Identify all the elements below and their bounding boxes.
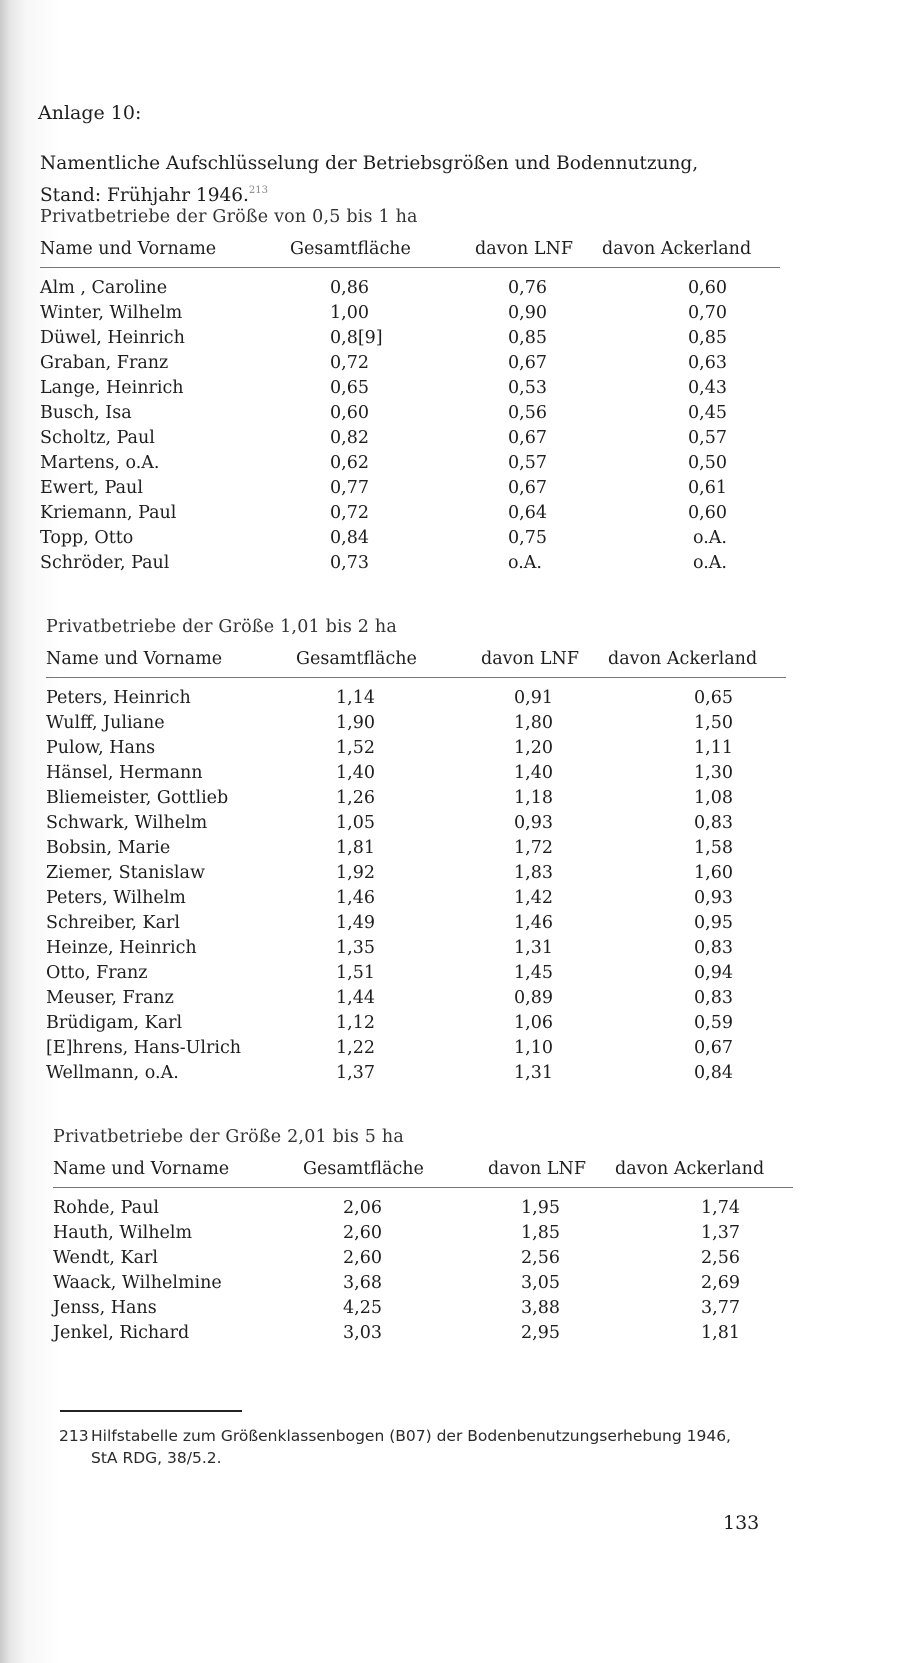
header-rule — [40, 267, 780, 268]
cell-arable: 1,74 — [701, 1198, 740, 1218]
cell-total-area: 0,86 — [330, 278, 369, 298]
cell-arable: 0,70 — [688, 303, 727, 323]
header-name: Name und Vorname — [53, 1159, 230, 1179]
cell-total-area: 0,62 — [330, 453, 369, 473]
cell-name: Graban, Franz — [40, 353, 169, 373]
cell-lnf: 0,91 — [514, 688, 553, 708]
table-header — [40, 227, 780, 267]
cell-total-area: 2,60 — [343, 1223, 382, 1243]
cell-name: Bliemeister, Gottlieb — [46, 788, 229, 808]
appendix-heading: Anlage 10: — [38, 102, 142, 124]
cell-arable: 2,69 — [701, 1273, 740, 1293]
table-row — [40, 351, 780, 376]
cell-name: Rohde, Paul — [53, 1198, 159, 1218]
table-row — [46, 686, 786, 711]
cell-name: Heinze, Heinrich — [46, 938, 197, 958]
table-row — [46, 711, 786, 736]
table-section-2-01-to-5-ha — [53, 1127, 793, 1346]
cell-arable: 0,83 — [694, 938, 733, 958]
footnote-number: 213 — [59, 1427, 89, 1445]
cell-name: Waack, Wilhelmine — [53, 1273, 222, 1293]
cell-total-area: 1,40 — [336, 763, 375, 783]
cell-name: Ziemer, Stanislaw — [46, 863, 205, 883]
cell-name: Bobsin, Marie — [46, 838, 171, 858]
cell-arable: 0,57 — [688, 428, 727, 448]
cell-arable: 0,60 — [688, 503, 727, 523]
table-row — [53, 1296, 793, 1321]
footnote-line-1 — [59, 1425, 731, 1447]
cell-total-area: 1,05 — [336, 813, 375, 833]
section-title: Privatbetriebe der Größe 2,01 bis 5 ha — [53, 1127, 404, 1147]
header-lnf: davon LNF — [475, 239, 573, 259]
cell-name: Winter, Wilhelm — [40, 303, 183, 323]
table-row — [53, 1221, 793, 1246]
cell-total-area: 4,25 — [343, 1298, 382, 1318]
cell-total-area: 1,14 — [336, 688, 375, 708]
table-row — [53, 1246, 793, 1271]
table-row — [46, 836, 786, 861]
cell-total-area: 0,65 — [330, 378, 369, 398]
cell-arable: o.A. — [693, 528, 727, 548]
cell-name: Wulff, Juliane — [46, 713, 165, 733]
cell-lnf: 3,05 — [521, 1273, 560, 1293]
table-row — [40, 526, 780, 551]
cell-total-area: 0,77 — [330, 478, 369, 498]
table-row — [46, 1036, 786, 1061]
cell-total-area: 3,68 — [343, 1273, 382, 1293]
cell-total-area: 0,60 — [330, 403, 369, 423]
cell-name: Schwark, Wilhelm — [46, 813, 208, 833]
header-lnf: davon LNF — [488, 1159, 586, 1179]
cell-arable: 0,50 — [688, 453, 727, 473]
cell-total-area: 1,35 — [336, 938, 375, 958]
cell-name: Ewert, Paul — [40, 478, 143, 498]
table-row — [46, 886, 786, 911]
table-row — [40, 451, 780, 476]
table-row — [40, 326, 780, 351]
cell-name: Peters, Heinrich — [46, 688, 191, 708]
table-row — [46, 1011, 786, 1036]
cell-lnf: 1,06 — [514, 1013, 553, 1033]
cell-arable: 0,85 — [688, 328, 727, 348]
cell-name: Martens, o.A. — [40, 453, 160, 473]
table-header — [53, 1147, 793, 1187]
cell-lnf: 0,89 — [514, 988, 553, 1008]
cell-name: Düwel, Heinrich — [40, 328, 185, 348]
intro-line-2-text: Stand: Frühjahr 1946. — [40, 185, 249, 206]
cell-name: Schreiber, Karl — [46, 913, 180, 933]
cell-total-area: 0,72 — [330, 503, 369, 523]
cell-name: Topp, Otto — [40, 528, 134, 548]
cell-arable: 1,60 — [694, 863, 733, 883]
table-row — [46, 961, 786, 986]
cell-arable: 1,58 — [694, 838, 733, 858]
cell-lnf: 3,88 — [521, 1298, 560, 1318]
table-row — [46, 861, 786, 886]
footnote-reference: 213 — [248, 185, 268, 196]
cell-arable: 1,81 — [701, 1323, 740, 1343]
header-name: Name und Vorname — [40, 239, 217, 259]
header-name: Name und Vorname — [46, 649, 223, 669]
cell-total-area: 2,06 — [343, 1198, 382, 1218]
cell-arable: 0,95 — [694, 913, 733, 933]
cell-lnf: 1,42 — [514, 888, 553, 908]
table-row — [46, 936, 786, 961]
table-row — [53, 1196, 793, 1221]
cell-name: Wendt, Karl — [53, 1248, 159, 1268]
cell-name: Brüdigam, Karl — [46, 1013, 183, 1033]
cell-name: Meuser, Franz — [46, 988, 174, 1008]
intro-line-2 — [40, 177, 740, 209]
table-row — [53, 1271, 793, 1296]
cell-total-area: 1,22 — [336, 1038, 375, 1058]
cell-lnf: 1,40 — [514, 763, 553, 783]
cell-arable: 1,50 — [694, 713, 733, 733]
cell-arable: 0,60 — [688, 278, 727, 298]
cell-arable: 0,94 — [694, 963, 733, 983]
cell-total-area: 2,60 — [343, 1248, 382, 1268]
cell-name: Peters, Wilhelm — [46, 888, 186, 908]
table-row — [46, 1061, 786, 1086]
table-body — [40, 276, 780, 576]
header-total-area: Gesamtfläche — [290, 239, 411, 259]
cell-lnf: 0,90 — [508, 303, 547, 323]
section-title: Privatbetriebe der Größe von 0,5 bis 1 ha — [40, 207, 418, 227]
cell-arable: 0,83 — [694, 988, 733, 1008]
cell-name: Busch, Isa — [40, 403, 132, 423]
cell-total-area: 1,92 — [336, 863, 375, 883]
cell-arable: 0,93 — [694, 888, 733, 908]
table-body — [53, 1196, 793, 1346]
cell-total-area: 0,82 — [330, 428, 369, 448]
cell-lnf: 1,85 — [521, 1223, 560, 1243]
cell-arable: 1,08 — [694, 788, 733, 808]
cell-total-area: 0,8[9] — [330, 328, 383, 348]
cell-total-area: 1,81 — [336, 838, 375, 858]
cell-lnf: 1,45 — [514, 963, 553, 983]
cell-lnf: 0,67 — [508, 428, 547, 448]
header-rule — [53, 1187, 793, 1188]
cell-name: Hauth, Wilhelm — [53, 1223, 193, 1243]
cell-lnf: 1,31 — [514, 938, 553, 958]
cell-arable: 0,63 — [688, 353, 727, 373]
cell-lnf: 1,72 — [514, 838, 553, 858]
table-row — [40, 476, 780, 501]
table-row — [40, 376, 780, 401]
table-row — [40, 276, 780, 301]
cell-total-area: 1,49 — [336, 913, 375, 933]
cell-lnf: 0,75 — [508, 528, 547, 548]
header-total-area: Gesamtfläche — [303, 1159, 424, 1179]
cell-lnf: 1,20 — [514, 738, 553, 758]
table-row — [40, 426, 780, 451]
header-rule — [46, 677, 786, 678]
header-total-area: Gesamtfläche — [296, 649, 417, 669]
cell-total-area: 1,46 — [336, 888, 375, 908]
cell-lnf: 0,76 — [508, 278, 547, 298]
cell-name: Alm , Caroline — [40, 278, 168, 298]
cell-total-area: 1,37 — [336, 1063, 375, 1083]
cell-total-area: 3,03 — [343, 1323, 382, 1343]
footnote — [59, 1425, 731, 1469]
intro-text — [40, 150, 740, 209]
cell-lnf: 1,31 — [514, 1063, 553, 1083]
table-row — [46, 761, 786, 786]
cell-lnf: 2,56 — [521, 1248, 560, 1268]
table-row — [46, 786, 786, 811]
cell-lnf: 1,10 — [514, 1038, 553, 1058]
cell-lnf: 1,46 — [514, 913, 553, 933]
table-row — [40, 551, 780, 576]
footnote-rule — [60, 1410, 242, 1412]
cell-lnf: 1,80 — [514, 713, 553, 733]
cell-arable: 3,77 — [701, 1298, 740, 1318]
cell-total-area: 1,44 — [336, 988, 375, 1008]
cell-arable: 0,83 — [694, 813, 733, 833]
cell-arable: 0,45 — [688, 403, 727, 423]
cell-arable: 1,37 — [701, 1223, 740, 1243]
cell-name: Wellmann, o.A. — [46, 1063, 179, 1083]
cell-arable: 0,65 — [694, 688, 733, 708]
cell-total-area: 0,72 — [330, 353, 369, 373]
cell-total-area: 0,84 — [330, 528, 369, 548]
cell-lnf: 1,83 — [514, 863, 553, 883]
header-arable: davon Ackerland — [615, 1159, 765, 1179]
section-title: Privatbetriebe der Größe 1,01 bis 2 ha — [46, 617, 397, 637]
cell-lnf: 1,18 — [514, 788, 553, 808]
cell-arable: 0,61 — [688, 478, 727, 498]
header-lnf: davon LNF — [481, 649, 579, 669]
cell-lnf: 0,93 — [514, 813, 553, 833]
cell-name: Jenkel, Richard — [53, 1323, 190, 1343]
cell-lnf: 0,85 — [508, 328, 547, 348]
intro-line-1: Namentliche Aufschlüsselung der Betriebsgrößen und Bodennutzung, — [40, 153, 699, 174]
cell-name: Schröder, Paul — [40, 553, 170, 573]
footnote-text: Hilfstabelle zum Größenklassenbogen (B07) der Bodenbenutzungserhebung 1946, — [91, 1427, 731, 1445]
cell-name: Pulow, Hans — [46, 738, 156, 758]
table-row — [46, 911, 786, 936]
cell-lnf: 0,57 — [508, 453, 547, 473]
cell-name: Hänsel, Hermann — [46, 763, 203, 783]
cell-lnf: 0,56 — [508, 403, 547, 423]
cell-name: Otto, Franz — [46, 963, 148, 983]
table-row — [40, 501, 780, 526]
table-row — [40, 301, 780, 326]
cell-arable: 0,67 — [694, 1038, 733, 1058]
header-arable: davon Ackerland — [608, 649, 758, 669]
cell-arable: 1,11 — [694, 738, 733, 758]
cell-name: Lange, Heinrich — [40, 378, 184, 398]
cell-total-area: 1,26 — [336, 788, 375, 808]
cell-name: Jenss, Hans — [53, 1298, 157, 1318]
cell-total-area: 1,51 — [336, 963, 375, 983]
header-arable: davon Ackerland — [602, 239, 752, 259]
cell-lnf: o.A. — [508, 553, 542, 573]
cell-arable: 2,56 — [701, 1248, 740, 1268]
cell-arable: 0,84 — [694, 1063, 733, 1083]
cell-lnf: 0,67 — [508, 353, 547, 373]
table-row — [46, 986, 786, 1011]
cell-total-area: 1,12 — [336, 1013, 375, 1033]
cell-name: [E]hrens, Hans-Ulrich — [46, 1038, 242, 1058]
table-row — [46, 736, 786, 761]
cell-arable: 0,59 — [694, 1013, 733, 1033]
page-number: 133 — [723, 1512, 760, 1534]
cell-arable: o.A. — [693, 553, 727, 573]
cell-lnf: 0,67 — [508, 478, 547, 498]
table-row — [53, 1321, 793, 1346]
table-section-1-01-to-2-ha — [46, 617, 786, 1086]
table-row — [40, 401, 780, 426]
cell-lnf: 1,95 — [521, 1198, 560, 1218]
cell-arable: 1,30 — [694, 763, 733, 783]
cell-name: Kriemann, Paul — [40, 503, 177, 523]
cell-lnf: 0,64 — [508, 503, 547, 523]
table-row — [46, 811, 786, 836]
cell-name: Scholtz, Paul — [40, 428, 155, 448]
cell-total-area: 0,73 — [330, 553, 369, 573]
cell-total-area: 1,90 — [336, 713, 375, 733]
table-header — [46, 637, 786, 677]
cell-arable: 0,43 — [688, 378, 727, 398]
cell-total-area: 1,52 — [336, 738, 375, 758]
cell-total-area: 1,00 — [330, 303, 369, 323]
footnote-line-2: StA RDG, 38/5.2. — [91, 1449, 222, 1467]
cell-lnf: 2,95 — [521, 1323, 560, 1343]
table-section-0-5-to-1-ha — [40, 207, 780, 576]
cell-lnf: 0,53 — [508, 378, 547, 398]
table-body — [46, 686, 786, 1086]
